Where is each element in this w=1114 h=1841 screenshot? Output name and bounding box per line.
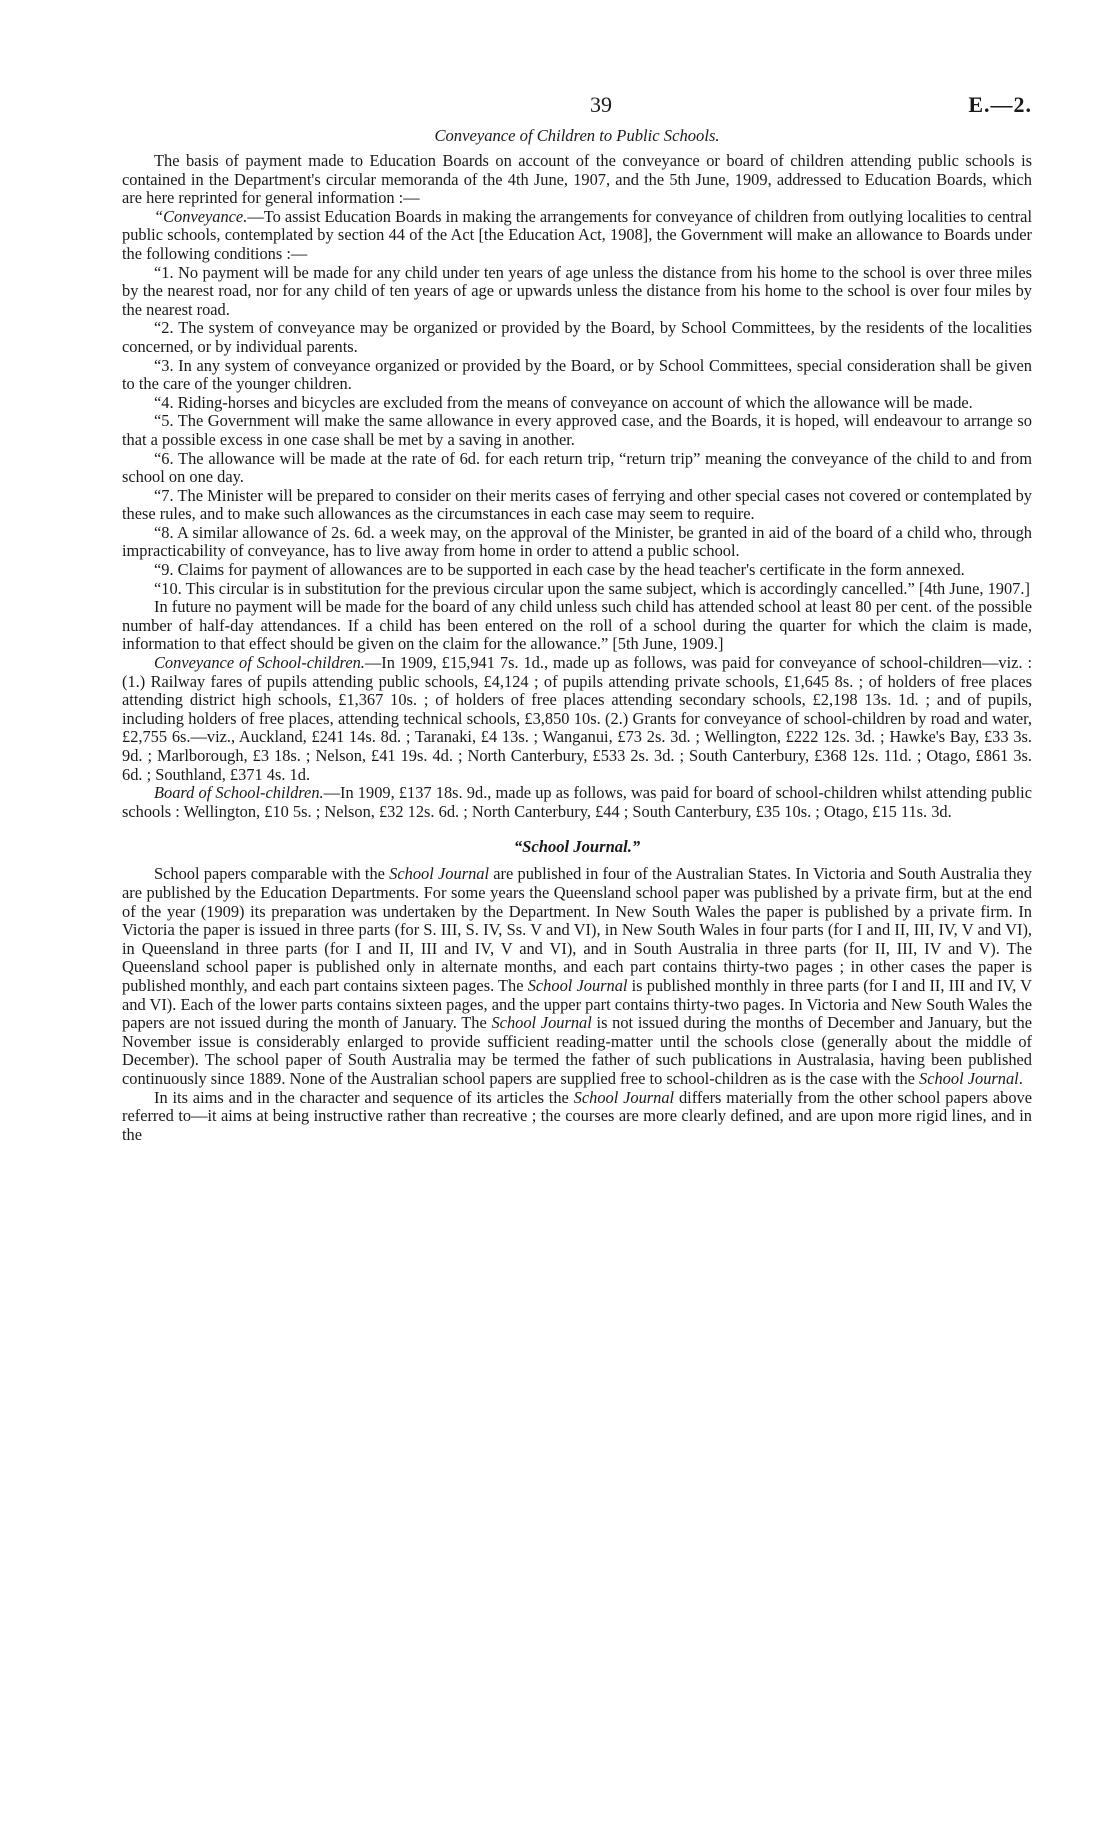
school-papers-paragraph [122,865,1032,1088]
journal-title-italic: School Journal [573,1087,675,1107]
document-page [122,92,1032,1144]
rule-paragraph-5: “5. The Government will make the same allowance in every approved case, and the Boards, it is hoped, will endeavour to arrange so that a possible excess in one case shall be met by a saving in another. [122,411,1032,449]
journal-title-italic: School Journal [389,864,490,884]
rule-paragraph-10: “10. This circular is in substitution for the previous circular upon the same subject, which is accordingly cancelled.” [4th June, 1907.] [154,578,1030,598]
rule-paragraph-4: “4. Riding-horses and bicycles are excluded from the means of conveyance on account of which the allowance will be made. [154,392,973,412]
conveyance-paragraph [122,208,1032,264]
board-school-children-text: —In 1909, £137 18s. 9d., made up as follows, was paid for board of school-children whilst attending public schools : Wellington, £10 5s. ; Nelson, £32 12s. 6d. ; North Canterbury, £44 ; South Canterbury, £35 10s. ; Otago, £15 11s. 3d. [122,783,1032,821]
text-run: is published monthly in three parts (for I and II, III and IV, V and VI). Each of the lower parts contains sixteen pages, and the upper part contains thirty-two pages. In Victoria and New South Wales the papers are not issued during the month of January. The [122,975,1032,1033]
rule-paragraph-1: “1. No payment will be made for any child under ten years of age unless the distance from his home to the school is over three miles by the nearest road, nor for any child of ten years of age or upwards unless the distance from his home to the school is over four miles by the nearest road. [122,262,1032,319]
rule-paragraph-9: “9. Claims for payment of allowances are to be supported in each case by the head teacher's certificate in the form annexed. [154,560,965,580]
rule-paragraph-7: “7. The Minister will be prepared to consider on their merits cases of ferrying and other special cases not covered or contemplated by these rules, and to make such allowances as the circumstances in each case may seem to require. [122,485,1032,524]
conveyance-school-children-lead: Conveyance of School-children. [154,653,365,673]
board-school-children-paragraph [122,784,1032,821]
conveyance-school-children-paragraph [122,654,1032,784]
document-reference: E.—2. [968,92,1032,117]
rule-paragraph-6: “6. The allowance will be made at the rate of 6d. for each return trip, “return trip” meaning the conveyance of the child to and from school on one day. [122,448,1032,487]
section-heading-school-journal: “School Journal.” [513,837,641,857]
page-header [122,92,1032,126]
journal-title-italic: School Journal [919,1068,1019,1088]
conveyance-school-children-text: —In 1909, £15,941 7s. 1d., made up as follows, was paid for conveyance of school-children—viz. : (1.) Railway fares of pupils attending public schools, £4,124 ; of pupils attending private schools, £1,645 8s. ; of holders of free places attending district high schools, £1,367 10s. ; of holders of free places attending secondary schools, £2,198 13s. 1d. ; and of pupils, including holders of free places, attending technical schools, £3,850 10s. (2.) Grants for conveyance of school-children by road and water, £2,755 6s.—viz., Auckland, £241 14s. 8d. ; Taranaki, £4 13s. ; Wanganui, £73 2s. 3d. ; Wellington, £222 12s. 3d. ; Hawke's Bay, £33 3s. 9d. ; Marlborough, £3 18s. ; Nelson, £41 19s. 4d. ; North Canterbury, £533 2s. 3d. ; South Canterbury, £368 12s. 11d. ; Otago, £861 3s. 6d. ; Southland, £371 4s. 1d. [122,653,1032,784]
text-run: In its aims and in the character and sequence of its articles the [154,1087,574,1107]
future-payment-paragraph: In future no payment will be made for the board of any child unless such child has attended school at least 80 per cent. of the possible number of half-day attendances. If a child has been entered on the roll of a school during the quarter for which the claim is made, information to that effect should be given on the claim for the allowance.” [5th June, 1909.] [122,597,1032,654]
aims-paragraph [122,1089,1032,1145]
journal-title-italic: School Journal [491,1013,592,1033]
rule-paragraph-8: “8. A similar allowance of 2s. 6d. a week may, on the approval of the Minister, be granted in aid of the board of a child who, through impracticability of conveyance, has to live away from home in order to attend a public school. [122,522,1032,561]
board-school-children-lead: Board of School-children. [154,783,324,803]
rule-paragraph-2: “2. The system of conveyance may be organized or provided by the Board, by School Committees, by the residents of the localities concerned, or by individual parents. [122,318,1032,356]
text-run: . [1018,1068,1023,1088]
rule-paragraph-3: “3. In any system of conveyance organized or provided by the Board, or by School Committees, special consideration shall be given to the care of the younger children. [122,355,1032,394]
text-run: is not issued during the months of December and January, but the November issue is considerably enlarged to provide sufficient reading-matter until the schools close (generally about the middle of December). The school paper of South Australia may be termed the father of such publications in Australasia, having been published continuously since 1889. None of the Australian school papers are supplied free to school-children as is the case with the [122,1013,1033,1088]
text-run: are published in four of the Australian States. In Victoria and South Australia they are published by the Education Departments. For some years the Queensland school paper was published by a private firm, but at the end of the year (1909) its preparation was undertaken by the Department. In New South Wales the paper is published by a private firm. In Victoria the paper is issued in three parts (for S. III, S. IV, Ss. V and VI), in New South Wales in four parts (for I and II, III, IV, V and VI), in Queensland in three parts (for I and II, III and IV, V and VI), and in South Australia in three parts (for II, III, IV and V). The Queensland school paper is published only in alternate months, and each part contains thirty-two pages ; in other cases the paper is published monthly, and each part contains sixteen pages. The [122,864,1032,995]
intro-paragraph: The basis of payment made to Education Boards on account of the conveyance or board of children attending public schools is contained in the Department's circular memoranda of the 4th June, 1907, and the 5th June, 1909, addressed to Education Boards, which are here reprinted for general information :— [122,151,1032,208]
conveyance-text: —To assist Education Boards in making the arrangements for conveyance of children from outlying localities to central public schools, contemplated by section 44 of the Act [the Education Act, 1908], the Government will make an allowance to Boards under the following conditions :— [122,206,1032,263]
section-heading-conveyance: Conveyance of Children to Public Schools. [434,126,720,145]
text-run: differs materially from the other school papers above referred to—it aims at being instructive rather than recreative ; the courses are more clearly defined, and are upon more rigid lines, and in the [122,1087,1032,1144]
journal-title-italic: School Journal [527,975,628,995]
text-run: School papers comparable with the [154,864,390,884]
conveyance-lead: “Conveyance. [154,206,248,226]
page-number: 39 [590,92,612,117]
